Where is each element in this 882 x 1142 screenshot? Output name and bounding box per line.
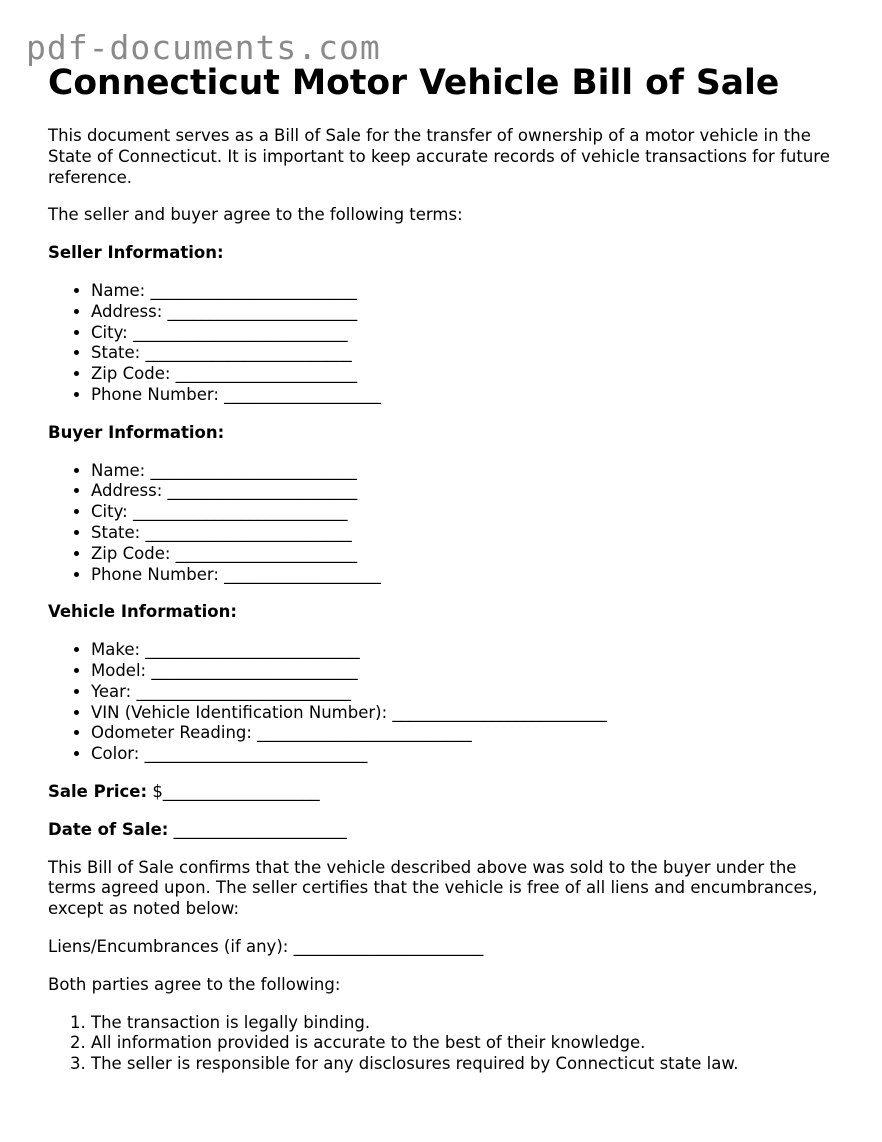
vehicle-model-field: • Model: _________________________ [91, 661, 848, 682]
sale-price-line [48, 782, 848, 803]
agreement-item: 2. All information provided is accurate to the best of their knowledge. [91, 1033, 848, 1054]
date-of-sale-value: _____________________ [173, 819, 347, 839]
liens-field: Liens/Encumbrances (if any): _______________________ [48, 936, 484, 956]
buyer-heading: Buyer Information: [48, 422, 225, 442]
document-title: Connecticut Motor Vehicle Bill of Sale [48, 63, 780, 103]
vehicle-color-field: • Color: ___________________________ [91, 744, 848, 765]
buyer-city-field: • City: __________________________ [91, 502, 848, 523]
seller-phone-field: • Phone Number: ___________________ [91, 385, 848, 406]
seller-city-field: • City: __________________________ [91, 323, 848, 344]
document-body [48, 62, 848, 1075]
date-of-sale-line [48, 820, 848, 841]
buyer-address-field: • Address: _______________________ [91, 481, 848, 502]
buyer-name-field: • Name: _________________________ [91, 461, 848, 482]
vehicle-make-field: • Make: __________________________ [91, 640, 848, 661]
watermark: pdf-documents.com [26, 28, 381, 67]
date-of-sale-label: Date of Sale: [48, 819, 169, 839]
intro-paragraph: This document serves as a Bill of Sale for the transfer of ownership of a motor vehicle in the State of Connecticut. It is important to keep accurate records of vehicle transactions for future reference. [48, 126, 830, 187]
buyer-phone-field: • Phone Number: ___________________ [91, 565, 848, 586]
agreements-list [48, 1013, 848, 1075]
buyer-state-field: • State: _________________________ [91, 523, 848, 544]
vehicle-vin-field: • VIN (Vehicle Identification Number): __________________________ [91, 703, 848, 724]
buyer-list [48, 461, 848, 586]
both-parties-text: Both parties agree to the following: [48, 974, 341, 994]
seller-address-field: • Address: _______________________ [91, 302, 848, 323]
sale-price-value: $___________________ [152, 781, 320, 801]
seller-zip-field: • Zip Code: ______________________ [91, 364, 848, 385]
agreement-item: 3. The seller is responsible for any disclosures required by Connecticut state law. [91, 1054, 848, 1075]
vehicle-heading: Vehicle Information: [48, 602, 237, 622]
agree-terms-text: The seller and buyer agree to the following terms: [48, 205, 463, 225]
buyer-zip-field: • Zip Code: ______________________ [91, 544, 848, 565]
vehicle-list [48, 640, 848, 765]
vehicle-odometer-field: • Odometer Reading: __________________________ [91, 723, 848, 744]
seller-name-field: • Name: _________________________ [91, 281, 848, 302]
vehicle-year-field: • Year: __________________________ [91, 682, 848, 703]
seller-state-field: • State: _________________________ [91, 343, 848, 364]
seller-list [48, 281, 848, 406]
confirmation-paragraph: This Bill of Sale confirms that the vehicle described above was sold to the buyer under the terms agreed upon. The seller certifies that the vehicle is free of all liens and encumbrances, except as noted below: [48, 857, 818, 919]
seller-heading: Seller Information: [48, 243, 224, 263]
sale-price-label: Sale Price: [48, 781, 148, 801]
agreement-item: 1. The transaction is legally binding. [91, 1013, 848, 1034]
